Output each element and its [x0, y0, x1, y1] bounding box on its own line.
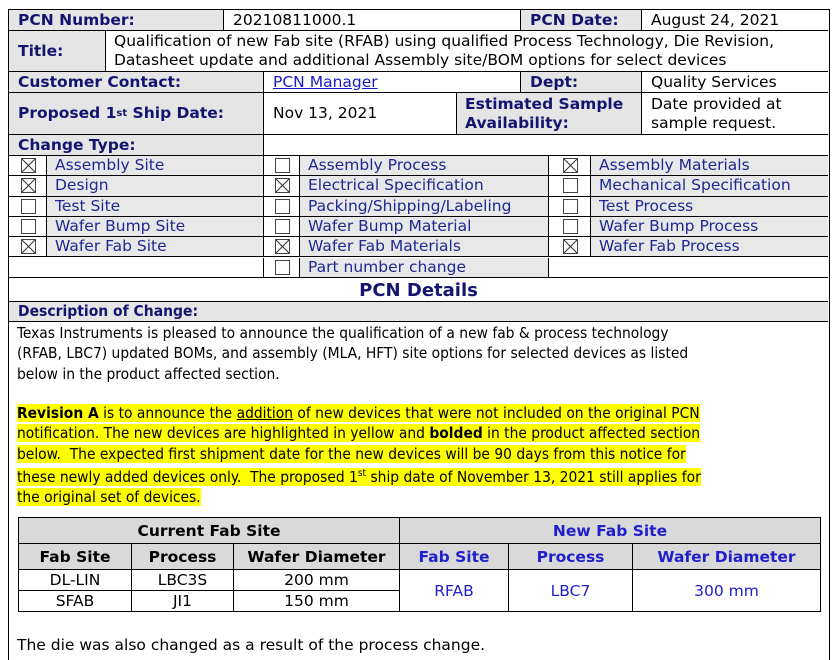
revision-line-3: below. The expected first shipment date for the new devices will be 90 days from this notice for: [17, 444, 686, 463]
current-col-fab-site: Fab Site: [19, 544, 132, 570]
pcn-number-row: [9, 10, 828, 31]
checkbox-cell: [264, 156, 300, 175]
change-type-row: [9, 156, 828, 176]
revision-paragraph: [9, 403, 828, 508]
change-type-row: [9, 217, 828, 237]
pcn-details-row: [9, 280, 828, 302]
revision-label: Revision A: [17, 404, 99, 422]
change-type-label: Packing/Shipping/Labeling: [300, 197, 549, 216]
pcn-date-value: August 24, 2021: [642, 10, 828, 30]
pcn-document: [8, 9, 830, 660]
change-type-header-row: [9, 135, 828, 156]
unchecked-checkbox-icon[interactable]: [275, 219, 290, 234]
change-type-label: Test Site: [47, 197, 264, 216]
current-fab-site-header: Current Fab Site: [19, 518, 400, 544]
change-type-label: Wafer Bump Material: [300, 217, 549, 236]
checkbox-cell: [549, 237, 591, 256]
change-type-label: Wafer Fab Materials: [300, 237, 549, 256]
fab-site-table: [18, 517, 821, 612]
change-type-label: Test Process: [591, 197, 828, 216]
change-type-empty-cell: [9, 258, 264, 277]
change-type-label: Wafer Bump Site: [47, 217, 264, 236]
revision-bold-word: bolded: [429, 424, 483, 443]
change-type-label: Design: [47, 176, 264, 195]
change-type-empty-cell: [549, 258, 828, 277]
current-col-wafer-diameter: Wafer Diameter: [234, 544, 400, 570]
checkbox-cell: [9, 237, 47, 256]
checked-checkbox-icon[interactable]: [21, 239, 36, 254]
pcn-manager-link[interactable]: PCN Manager: [273, 72, 378, 91]
title-line-2: Datasheet update and additional Assembly site/BOM options for select devices: [114, 51, 727, 69]
current-wafer-cell: 200 mm: [234, 570, 400, 591]
checkbox-cell: [9, 176, 47, 195]
unchecked-checkbox-icon[interactable]: [21, 219, 36, 234]
new-col-fab-site: Fab Site: [400, 544, 509, 570]
customer-contact-label: Customer Contact:: [9, 72, 264, 92]
checked-checkbox-icon[interactable]: [563, 239, 578, 254]
ship-date-label-sup: st: [116, 108, 128, 119]
change-type-label: Wafer Fab Process: [591, 237, 828, 256]
title-value: [106, 31, 828, 71]
unchecked-checkbox-icon[interactable]: [563, 219, 578, 234]
checkbox-cell: [9, 156, 47, 175]
checkbox-cell: [264, 176, 300, 195]
description-line-2: (RFAB, LBC7) updated BOMs, and assembly (MLA, HFT) site options for selected devices as listed: [17, 344, 689, 363]
checkbox-cell: [264, 258, 300, 277]
fab-table-column-header: [19, 544, 821, 570]
new-col-wafer-diameter: Wafer Diameter: [633, 544, 821, 570]
unchecked-checkbox-icon[interactable]: [275, 199, 290, 214]
revision-line-4a: these newly added devices only. The proposed 1: [17, 468, 358, 487]
revision-line-2a: notification. The new devices are highlighted in yellow and: [17, 424, 430, 443]
description-paragraph: [9, 323, 828, 384]
checked-checkbox-icon[interactable]: [563, 158, 578, 173]
change-type-label: Electrical Specification: [300, 176, 549, 195]
change-type-label: Change Type:: [9, 135, 264, 155]
new-wafer-cell: 300 mm: [633, 570, 821, 612]
checkbox-cell: [264, 217, 300, 236]
checkbox-cell: [549, 156, 591, 175]
checkbox-cell: [9, 217, 47, 236]
change-type-row: [9, 176, 828, 196]
unchecked-checkbox-icon[interactable]: [563, 178, 578, 193]
change-type-label: Assembly Process: [300, 156, 549, 175]
ship-date-value: Nov 13, 2021: [264, 93, 457, 134]
checkbox-cell: [264, 237, 300, 256]
description-label: Description of Change:: [9, 302, 828, 321]
new-fab-site-header: New Fab Site: [400, 518, 821, 544]
revision-line-4-sup: st: [357, 467, 367, 479]
dept-label: Dept:: [521, 72, 642, 92]
unchecked-checkbox-icon[interactable]: [275, 158, 290, 173]
change-type-header-blank: [264, 135, 828, 155]
sample-label-line-2: Availability:: [465, 113, 569, 132]
customer-contact-cell: [264, 72, 521, 92]
change-type-label: Assembly Materials: [591, 156, 828, 175]
revision-line-2b: in the product affected section: [482, 424, 701, 443]
checked-checkbox-icon[interactable]: [275, 178, 290, 193]
pcn-date-label: PCN Date:: [521, 10, 642, 30]
change-type-row: [9, 237, 828, 257]
current-wafer-cell: 150 mm: [234, 591, 400, 612]
new-col-process: Process: [509, 544, 633, 570]
pcn-number-value: 20210811000.1: [224, 10, 521, 30]
unchecked-checkbox-icon[interactable]: [21, 199, 36, 214]
change-type-label: Assembly Site: [47, 156, 264, 175]
title-label: Title:: [9, 31, 106, 71]
change-type-label: Mechanical Specification: [591, 176, 828, 195]
description-label-row: [9, 302, 828, 322]
revision-text-1: is to announce the: [98, 404, 237, 422]
unchecked-checkbox-icon[interactable]: [563, 199, 578, 214]
description-line-3: below in the product affected section.: [17, 364, 280, 383]
ship-date-label-text: Proposed 1: [18, 104, 117, 122]
pcn-details-title: PCN Details: [9, 280, 828, 301]
checkbox-cell: [549, 217, 591, 236]
ship-date-label-text-2: Ship Date:: [127, 104, 225, 122]
fab-table-group-header: [19, 518, 821, 544]
checkbox-cell: [264, 197, 300, 216]
sample-value-line-1: Date provided at: [651, 94, 782, 113]
revision-line-5: the original set of devices.: [17, 488, 201, 507]
table-row: [19, 570, 821, 591]
current-fab-site-cell: SFAB: [19, 591, 132, 612]
checked-checkbox-icon[interactable]: [21, 178, 36, 193]
sample-availability-label: [457, 93, 642, 134]
change-type-row: [9, 258, 828, 278]
contact-row: [9, 72, 828, 93]
current-fab-site-cell: DL-LIN: [19, 570, 132, 591]
sample-value-line-2: sample request.: [651, 113, 777, 132]
title-line-1: Qualification of new Fab site (RFAB) using qualified Process Technology, Die Revision,: [114, 32, 775, 50]
change-type-row: [9, 197, 828, 217]
checked-checkbox-icon[interactable]: [275, 239, 290, 254]
new-fab-site-cell: RFAB: [400, 570, 509, 612]
change-type-label: Wafer Fab Site: [47, 237, 264, 256]
sample-label-line-1: Estimated Sample: [465, 94, 624, 113]
change-type-label: Part number change: [300, 258, 549, 277]
change-type-label: Wafer Bump Process: [591, 217, 828, 236]
sample-availability-value: [642, 93, 828, 134]
ship-date-row: [9, 93, 828, 135]
new-process-cell: LBC7: [509, 570, 633, 612]
checkbox-cell: [9, 197, 47, 216]
checked-checkbox-icon[interactable]: [21, 158, 36, 173]
revision-line-4b: ship date of November 13, 2021 still applies for: [366, 468, 701, 487]
title-row: [9, 31, 828, 72]
unchecked-checkbox-icon[interactable]: [275, 260, 290, 275]
pcn-number-label: PCN Number:: [9, 10, 224, 30]
die-change-note: The die was also changed as a result of the process change.: [17, 636, 486, 654]
revision-underlined-word: addition: [236, 404, 294, 422]
current-process-cell: JI1: [132, 591, 234, 612]
dept-value: Quality Services: [642, 72, 828, 92]
checkbox-cell: [549, 176, 591, 195]
revision-text-2: of new devices that were not included on the original PCN: [293, 404, 700, 422]
ship-date-label: [9, 93, 264, 134]
current-col-process: Process: [132, 544, 234, 570]
checkbox-cell: [549, 197, 591, 216]
description-line-1: Texas Instruments is pleased to announce the qualification of a new fab & process technology: [17, 324, 669, 342]
current-process-cell: LBC3S: [132, 570, 234, 591]
